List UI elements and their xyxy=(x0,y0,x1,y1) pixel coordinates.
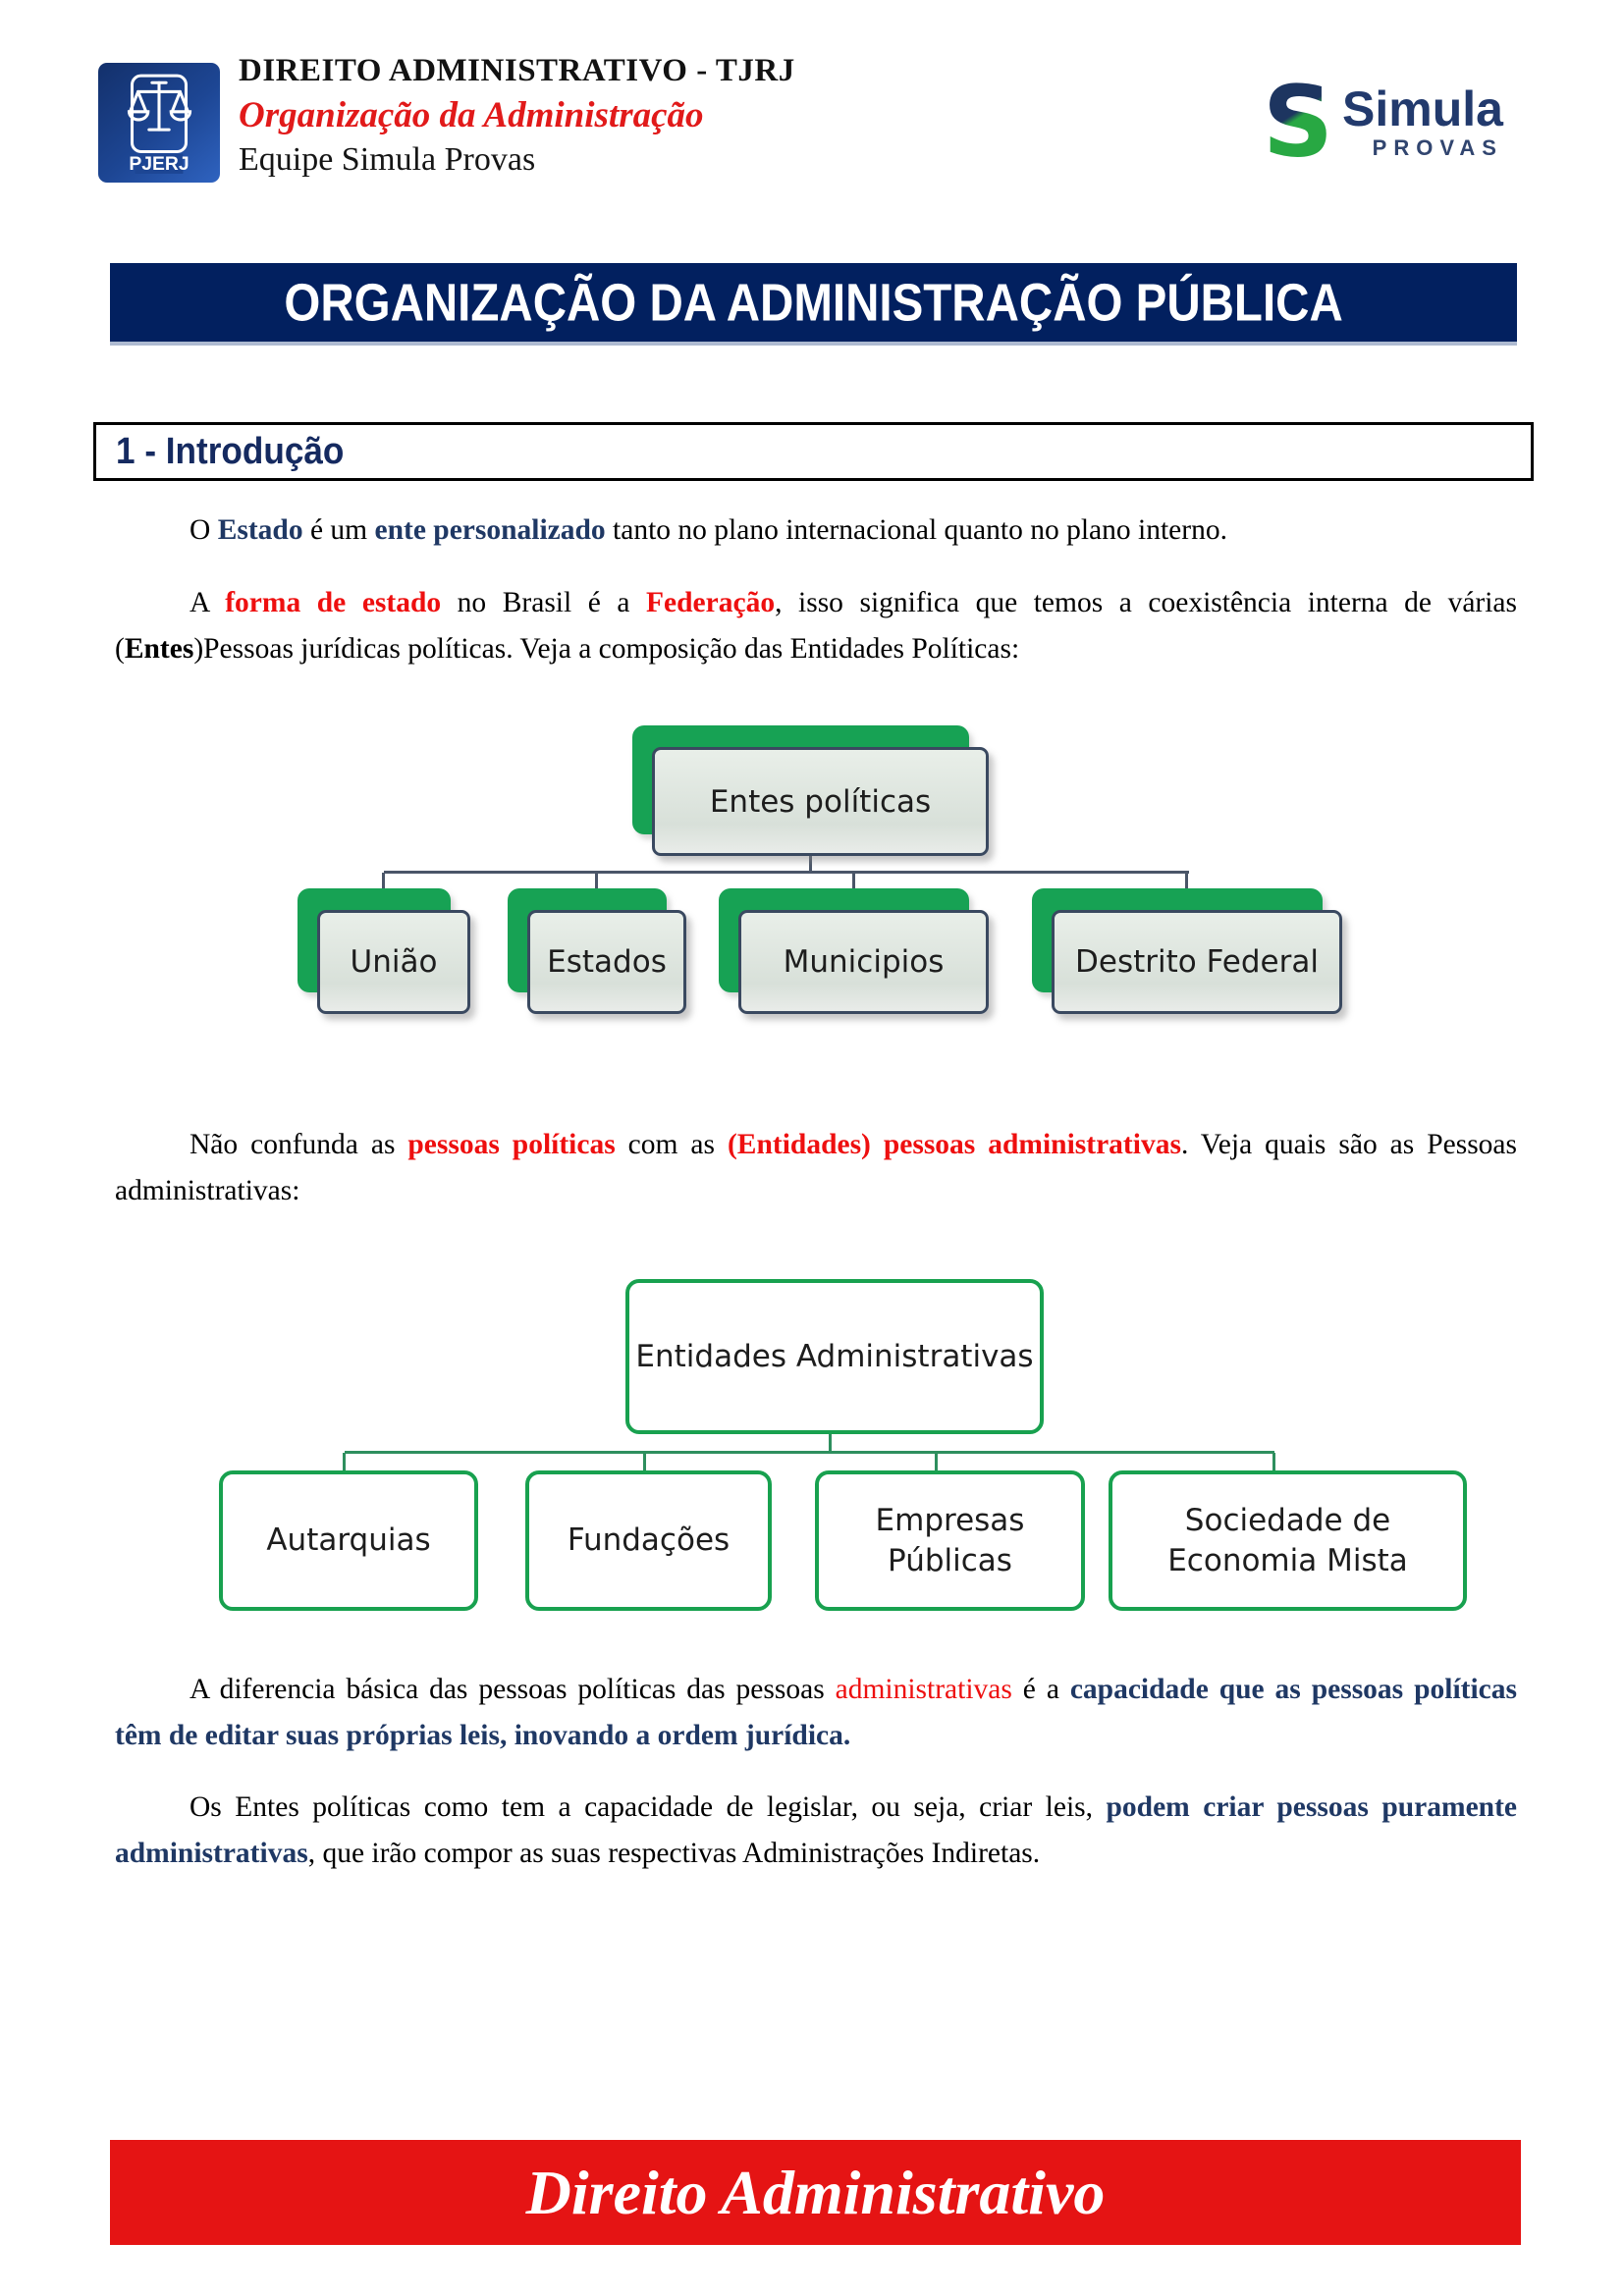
paragraph-entes-legislar: Os Entes políticas como tem a capacidade de legislar, ou seja, criar leis, podem criar pessoas puramente administrativas, que irão compor as suas respectivas Administrações Indiretas. xyxy=(115,1791,1517,1869)
connector-line xyxy=(1272,1453,1275,1470)
header-text-block xyxy=(239,55,795,177)
page-title: ORGANIZAÇÃO DA ADMINISTRAÇÃO PÚBLICA xyxy=(284,272,1343,333)
connector-line xyxy=(384,871,1189,874)
node-label-box: Estados xyxy=(527,910,686,1014)
main-title-banner xyxy=(110,263,1517,346)
chart-node-fundacoes: Fundações xyxy=(525,1470,772,1611)
chart-node-uniao xyxy=(298,888,470,1014)
connector-line xyxy=(343,1453,346,1470)
node-label-box: Entes políticas xyxy=(652,747,989,856)
chart-node-municipios xyxy=(719,888,989,1014)
connector-line xyxy=(935,1453,938,1470)
simula-wordmark xyxy=(1342,81,1503,161)
org-chart-entidades-administrativas xyxy=(219,1279,1439,1603)
chart-node-autarquias: Autarquias xyxy=(219,1470,478,1611)
node-label-box: Municipios xyxy=(738,910,989,1014)
connector-line xyxy=(382,873,385,888)
paragraph-estado: O Estado é um ente personalizado tanto no plano internacional quanto no plano interno. xyxy=(189,514,1227,546)
connector-line xyxy=(595,873,598,888)
brand-subname: PROVAS xyxy=(1372,135,1503,160)
course-title: DIREITO ADMINISTRATIVO - TJRJ xyxy=(239,53,795,88)
chart-node-sociedade-economia-mista: Sociedade de Economia Mista xyxy=(1109,1470,1467,1611)
simula-s-icon xyxy=(1260,75,1336,169)
paragraph-diferenca: A diferencia básica das pessoas políticas das pessoas administrativas é a capacidade que as pessoas políticas têm de editar suas próprias leis, inovando a ordem jurídica. xyxy=(115,1674,1517,1751)
connector-line xyxy=(809,856,812,871)
connector-line xyxy=(643,1453,646,1470)
org-chart-entes-politicas xyxy=(282,725,1342,1020)
footer-title: Direito Administrativo xyxy=(525,2157,1106,2227)
connector-line xyxy=(345,1451,1274,1454)
chart-node-estados xyxy=(508,888,686,1014)
team-credit: Equipe Simula Provas xyxy=(239,141,536,178)
pjerj-logo xyxy=(98,63,220,183)
node-label-box: Destrito Federal xyxy=(1052,910,1342,1014)
simula-provas-logo xyxy=(1260,75,1503,169)
scales-of-justice-icon xyxy=(108,68,210,178)
footer-banner xyxy=(110,2140,1521,2245)
connector-line xyxy=(1185,873,1188,888)
paragraph-federacao: A forma de estado no Brasil é a Federação, isso significa que temos a coexistência interna de várias (Entes)Pessoas jurídicas políticas. Veja a composição das Entidades Políticas: xyxy=(115,587,1518,665)
brand-name: Simula xyxy=(1342,81,1503,136)
node-label-box: União xyxy=(317,910,470,1014)
chart-node-empresas-publicas: Empresas Públicas xyxy=(815,1470,1085,1611)
section-heading-box xyxy=(93,422,1534,481)
chart-node-destrito-federal xyxy=(1032,888,1342,1014)
lesson-subtitle: Organização da Administração xyxy=(239,95,704,135)
section-title: 1 - Introdução xyxy=(116,430,345,472)
connector-line xyxy=(852,873,855,888)
chart-node-entes-politicas xyxy=(632,725,989,856)
svg-text:S: S xyxy=(1262,75,1334,169)
pjerj-label: PJERJ xyxy=(129,152,189,175)
paragraph-nao-confunda: Não confunda as pessoas políticas com as (Entidades) pessoas administrativas. Veja quais são as Pessoas administrativas: xyxy=(115,1129,1517,1206)
chart-node-entidades-administrativas: Entidades Administrativas xyxy=(625,1279,1044,1434)
